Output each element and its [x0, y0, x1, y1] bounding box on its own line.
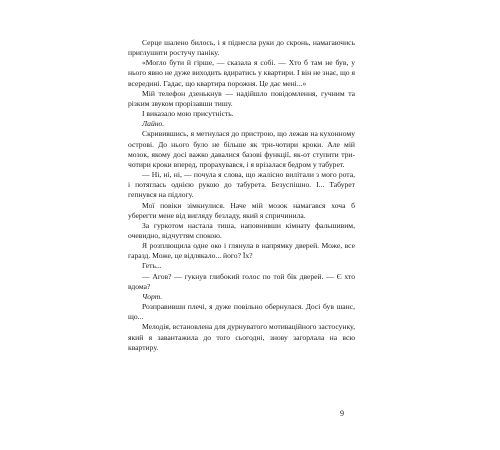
paragraph: — Агов? — гукнув глибокий голос по той бік дверей. — Є хто вдома? — [128, 271, 355, 291]
paragraph: Мій телефон дзенькнув — надійшло повідомлення, гучним та різким звуком прорізавши тишу. — [128, 88, 355, 108]
paragraph: Серце шалено билось, і я піднесла руки до скронь, намагаючись приглушити ростучу паніку. — [128, 38, 355, 58]
body-text — [128, 38, 355, 353]
paragraph: За гуркотом настала тиша, наповнивши кімнату фальшивим, очевидно, відчуттям спокою. — [128, 220, 355, 240]
paragraph: Я розплющила одне око і глянула в напрямку дверей. Може, все гаразд. Може, це відлякало... його? Їх? — [128, 241, 355, 261]
paragraph: І виказало мою присутність. — [142, 109, 234, 119]
paragraph: — Ні, ні, ні, — почула я слова, що жалісно вилітали з мого рота, і потяглась однією рукою до табурета. Безуспішно. І... Табурет гепнувся на підлогу. — [128, 170, 355, 200]
page-number: 9 — [340, 409, 344, 418]
paragraph: Мелодія, встановлена для дурнуватого мотиваційного застосунку, який я завантажила до того сьогодні, знову загорлала на всю квартиру. — [128, 322, 355, 352]
paragraph: Геть... — [142, 261, 162, 271]
paragraph: Лайно. — [142, 119, 165, 129]
paragraph: Чорт. — [142, 291, 163, 301]
paragraph: «Могло бути й гірше, — сказала я собі. — Хто б там не був, у нього явно не дуже виходить вдиратись у квартири. І він не знає, що я всередині. Гадає, що квартира порожня. Це дає мені...» — [128, 58, 355, 88]
paragraph: Розправивши плечі, я дуже повільно обернулася. Досі був шанс, що... — [128, 302, 355, 322]
paragraph: Скривившись, я метнулася до пристрою, що лежав на кухонному острові. До нього було не більше як три-чотири кроки. Але мій мозок, якому досі важко давалися базові функції, як-от ступити три-чотири кроки вперед, прорахувався, і я врізалася бедром у табурет. — [128, 129, 355, 169]
paragraph: Мої повіки зімкнулися. Наче мій мозок намагався хоча б уберегти мене від вигляду безладу, який я спричинила. — [128, 200, 355, 220]
